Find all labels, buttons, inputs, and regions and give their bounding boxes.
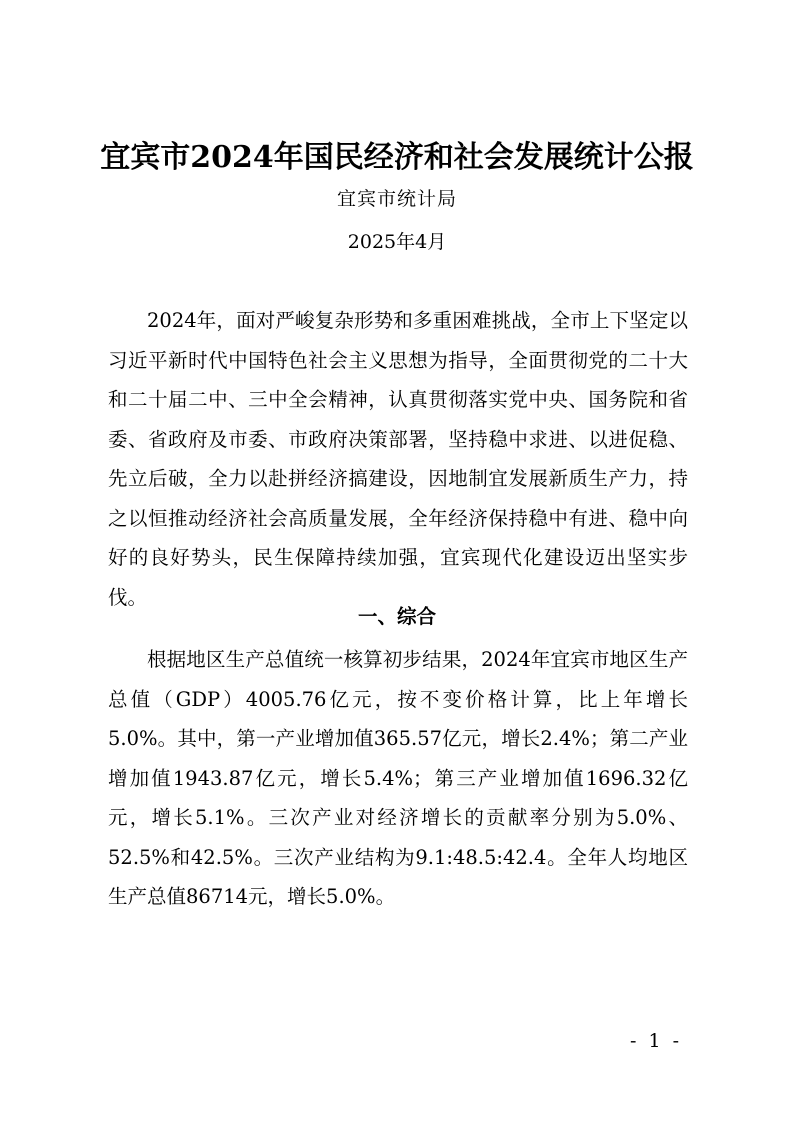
document-title: 宜宾市2024年国民经济和社会发展统计公报 bbox=[100, 140, 694, 175]
section-paragraph: 根据地区生产总值统一核算初步结果，2024年宜宾市地区生产总值（GDP）4005.76亿元，按不变价格计算，比上年增长5.0%。其中，第一产业增加值365.57亿元，增长2.4%；第二产业增加值1943.87亿元，增长5.4%；第三产业增加值1696.32亿元，增长5.1%。三次产业对经济增长的贡献率分别为5.0%、52.5%和42.5%。三次产业结构为9.1:48.5:42.4。全年人均地区生产总值86714元，增长5.0%。 bbox=[108, 648, 688, 908]
document-date: 2025年4月 bbox=[347, 231, 447, 253]
section-heading: 一、综合 bbox=[357, 605, 436, 628]
document-author: 宜宾市统计局 bbox=[336, 188, 457, 210]
intro-paragraph: 2024年，面对严峻复杂形势和多重困难挑战，全市上下坚定以习近平新时代中国特色社会主义思想为指导，全面贯彻党的二十大和二十届二中、三中全会精神，认真贯彻落实党中央、国务院和省委、省政府及市委、市政府决策部署，坚持稳中求进、以进促稳、先立后破，全力以赴拼经济搞建设，因地制宜发展新质生产力，持之以恒推动经济社会高质量发展，全年经济保持稳中有进、稳中向好的良好势头，民生保障持续加强，宜宾现代化建设迈出坚实步伐。 bbox=[108, 309, 688, 609]
page-number: - 1 - bbox=[629, 1030, 682, 1052]
